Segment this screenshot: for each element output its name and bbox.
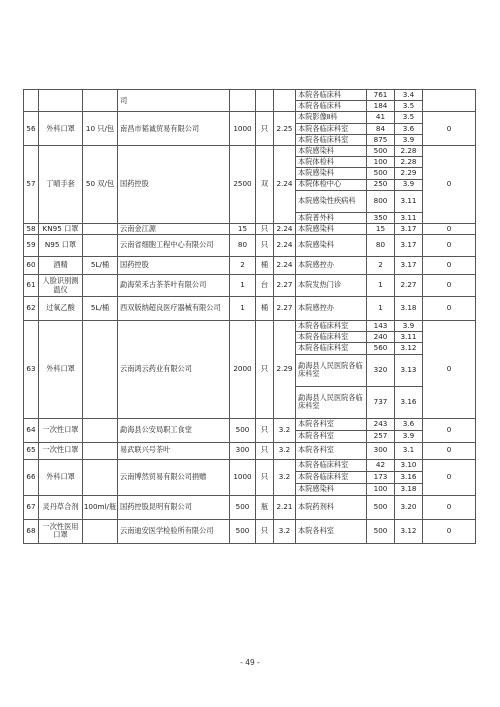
item-name: 灵丹草合剂 <box>39 495 83 519</box>
recipient-dept: 本院感染科 <box>296 235 367 257</box>
recipient-dept: 本院各临床科 <box>296 90 367 101</box>
item-name: 人脸识别测温仪 <box>39 275 83 297</box>
total-qty: 300 <box>230 442 256 459</box>
remaining: 0 <box>423 145 476 223</box>
item-name: N95 口罩 <box>39 235 83 257</box>
recipient-dept: 勐海县人民医院各临床科室 <box>296 386 367 418</box>
remaining: 0 <box>423 257 476 275</box>
dist-qty: 100 <box>367 483 395 495</box>
donor: 司 <box>118 90 230 112</box>
dist-date: 2.29 <box>395 168 423 179</box>
recipient-dept: 本院各临床科室 <box>296 459 367 471</box>
total-qty: 1000 <box>230 112 256 146</box>
item-name <box>39 90 83 112</box>
dist-date: 3.10 <box>395 459 423 471</box>
donor: 国药控股昆明有限公司 <box>118 495 230 519</box>
remaining: 0 <box>423 442 476 459</box>
dist-date: 3.18 <box>395 483 423 495</box>
total-qty <box>230 90 256 112</box>
item-spec: 50 双/包 <box>83 145 118 223</box>
unit: 只 <box>256 235 274 257</box>
row-number: 66 <box>24 459 39 495</box>
unit <box>256 90 274 112</box>
dist-qty: 300 <box>367 442 395 459</box>
remaining <box>423 90 476 112</box>
page-number: - 49 - <box>240 658 260 667</box>
dist-qty: 1 <box>367 275 395 297</box>
item-spec <box>83 223 118 234</box>
recipient-dept: 本院各科室 <box>296 442 367 459</box>
total-qty: 1 <box>230 297 256 321</box>
dist-date: 3.20 <box>395 495 423 519</box>
donor: 勐海荣禾古茶茶叶有限公司 <box>118 275 230 297</box>
date: 2.24 <box>274 145 296 223</box>
recipient-dept: 本院各科室 <box>296 430 367 442</box>
dist-date: 3.9 <box>395 321 423 332</box>
unit: 只 <box>256 321 274 419</box>
dist-date: 3.11 <box>395 332 423 343</box>
date: 3.2 <box>274 418 296 442</box>
dist-date: 3.13 <box>395 354 423 386</box>
date: 2.29 <box>274 321 296 419</box>
donor: 云南迪安医学检验所有限公司 <box>118 519 230 543</box>
item-name: 外科口罩 <box>39 321 83 419</box>
dist-qty: 320 <box>367 354 395 386</box>
donor: 国药控股 <box>118 257 230 275</box>
row-number: 59 <box>24 235 39 257</box>
remaining: 0 <box>423 495 476 519</box>
donor: 云南鸿云药业有限公司 <box>118 321 230 419</box>
dist-qty: 761 <box>367 90 395 101</box>
dist-date: 3.6 <box>395 123 423 134</box>
dist-qty: 143 <box>367 321 395 332</box>
dist-qty: 41 <box>367 112 395 123</box>
recipient-dept: 本院感控办 <box>296 297 367 321</box>
dist-date: 3.6 <box>395 418 423 430</box>
item-spec <box>83 275 118 297</box>
row-number: 67 <box>24 495 39 519</box>
dist-date: 3.16 <box>395 471 423 483</box>
date: 3.2 <box>274 519 296 543</box>
item-spec <box>83 321 118 419</box>
donor: 国药控股 <box>118 145 230 223</box>
dist-date: 3.12 <box>395 519 423 543</box>
dist-qty: 184 <box>367 101 395 112</box>
unit: 台 <box>256 275 274 297</box>
item-name: 一次性口罩 <box>39 418 83 442</box>
unit: 桶 <box>256 257 274 275</box>
remaining: 0 <box>423 223 476 234</box>
date: 2.27 <box>274 275 296 297</box>
row-number: 61 <box>24 275 39 297</box>
item-name: 过氧乙酸 <box>39 297 83 321</box>
recipient-dept: 本院各临床科室 <box>296 343 367 354</box>
unit: 只 <box>256 459 274 495</box>
unit: 只 <box>256 418 274 442</box>
date: 3.2 <box>274 442 296 459</box>
item-name: 丁晴手套 <box>39 145 83 223</box>
item-spec: 10 只/包 <box>83 112 118 146</box>
item-spec <box>83 442 118 459</box>
row-number: 57 <box>24 145 39 223</box>
donor: 南昌市韬诚贸易有限公司 <box>118 112 230 146</box>
unit: 只 <box>256 519 274 543</box>
recipient-dept: 本院各临床科室 <box>296 134 367 145</box>
date: 2.24 <box>274 257 296 275</box>
dist-date: 3.5 <box>395 112 423 123</box>
row-number: 64 <box>24 418 39 442</box>
row-number: 62 <box>24 297 39 321</box>
dist-qty: 257 <box>367 430 395 442</box>
row-number <box>24 90 39 112</box>
total-qty: 2500 <box>230 145 256 223</box>
dist-qty: 737 <box>367 386 395 418</box>
dist-date: 3.9 <box>395 430 423 442</box>
dist-qty: 2 <box>367 257 395 275</box>
dist-qty: 243 <box>367 418 395 430</box>
total-qty: 500 <box>230 418 256 442</box>
remaining: 0 <box>423 519 476 543</box>
dist-qty: 84 <box>367 123 395 134</box>
recipient-dept: 本院发热门诊 <box>296 275 367 297</box>
date: 2.21 <box>274 495 296 519</box>
date: 2.24 <box>274 223 296 234</box>
recipient-dept: 本院感染性疾病科 <box>296 190 367 212</box>
dist-qty: 100 <box>367 157 395 168</box>
dist-qty: 1 <box>367 297 395 321</box>
row-number: 65 <box>24 442 39 459</box>
dist-qty: 500 <box>367 168 395 179</box>
remaining: 0 <box>423 235 476 257</box>
unit: 桶 <box>256 297 274 321</box>
row-number: 68 <box>24 519 39 543</box>
dist-date: 3.9 <box>395 179 423 190</box>
recipient-dept: 本院普外科 <box>296 212 367 223</box>
dist-date: 3.16 <box>395 386 423 418</box>
date <box>274 90 296 112</box>
unit: 瓶 <box>256 495 274 519</box>
item-spec: 5L/桶 <box>83 297 118 321</box>
item-spec: 100ml/瓶 <box>83 495 118 519</box>
item-spec <box>83 519 118 543</box>
dist-date: 3.17 <box>395 257 423 275</box>
remaining: 0 <box>423 112 476 146</box>
dist-date: 3.17 <box>395 235 423 257</box>
dist-date: 2.28 <box>395 145 423 156</box>
date: 2.25 <box>274 112 296 146</box>
total-qty: 2 <box>230 257 256 275</box>
dist-qty: 173 <box>367 471 395 483</box>
recipient-dept: 本院体检中心 <box>296 179 367 190</box>
item-name: 酒精 <box>39 257 83 275</box>
item-name: KN95 口罩 <box>39 223 83 234</box>
total-qty: 15 <box>230 223 256 234</box>
recipient-dept: 勐海县人民医院各临床科室 <box>296 354 367 386</box>
donor: 云南金江源 <box>118 223 230 234</box>
dist-date: 3.12 <box>395 343 423 354</box>
dist-qty: 240 <box>367 332 395 343</box>
remaining: 0 <box>423 418 476 442</box>
total-qty: 500 <box>230 495 256 519</box>
unit: 只 <box>256 112 274 146</box>
dist-date: 3.5 <box>395 101 423 112</box>
dist-qty: 800 <box>367 190 395 212</box>
total-qty: 2000 <box>230 321 256 419</box>
item-name: 外科口罩 <box>39 112 83 146</box>
dist-date: 2.27 <box>395 275 423 297</box>
donor: 易武联兴号茶叶 <box>118 442 230 459</box>
dist-date: 3.4 <box>395 90 423 101</box>
donor: 云南博然贸易有限公司捐赠 <box>118 459 230 495</box>
total-qty: 1000 <box>230 459 256 495</box>
dist-qty: 500 <box>367 495 395 519</box>
row-number: 58 <box>24 223 39 234</box>
row-number: 60 <box>24 257 39 275</box>
date: 3.2 <box>274 459 296 495</box>
dist-date: 3.17 <box>395 223 423 234</box>
recipient-dept: 本院感染科 <box>296 168 367 179</box>
dist-qty: 500 <box>367 145 395 156</box>
remaining: 0 <box>423 275 476 297</box>
dist-date: 3.11 <box>395 212 423 223</box>
remaining: 0 <box>423 297 476 321</box>
date: 2.24 <box>274 235 296 257</box>
recipient-dept: 本院感染科 <box>296 145 367 156</box>
recipient-dept: 本院各科室 <box>296 418 367 430</box>
recipient-dept: 本院感染科 <box>296 223 367 234</box>
total-qty: 500 <box>230 519 256 543</box>
dist-date: 3.9 <box>395 134 423 145</box>
dist-qty: 250 <box>367 179 395 190</box>
recipient-dept: 本院感染科 <box>296 483 367 495</box>
dist-date: 2.28 <box>395 157 423 168</box>
donor: 云南省细胞工程中心有限公司 <box>118 235 230 257</box>
donor: 勐海县公安局职工食堂 <box>118 418 230 442</box>
item-spec <box>83 418 118 442</box>
recipient-dept: 本院各科室 <box>296 519 367 543</box>
dist-qty: 350 <box>367 212 395 223</box>
recipient-dept: 本院体检科 <box>296 157 367 168</box>
dist-date: 3.11 <box>395 190 423 212</box>
dist-qty: 500 <box>367 519 395 543</box>
row-number: 56 <box>24 112 39 146</box>
dist-qty: 560 <box>367 343 395 354</box>
row-number: 63 <box>24 321 39 419</box>
remaining: 0 <box>423 459 476 495</box>
recipient-dept: 本院各临床科 <box>296 101 367 112</box>
dist-qty: 42 <box>367 459 395 471</box>
recipient-dept: 本院影像Ⅱ科 <box>296 112 367 123</box>
item-spec <box>83 235 118 257</box>
item-spec <box>83 90 118 112</box>
donor: 西双版纳超良医疗器械有限公司 <box>118 297 230 321</box>
recipient-dept: 本院各临床科室 <box>296 471 367 483</box>
dist-date: 3.1 <box>395 442 423 459</box>
item-spec <box>83 459 118 495</box>
dist-qty: 80 <box>367 235 395 257</box>
recipient-dept: 本院各临床科室 <box>296 332 367 343</box>
recipient-dept: 本院药剂科 <box>296 495 367 519</box>
unit: 双 <box>256 145 274 223</box>
donation-table <box>23 89 476 544</box>
total-qty: 80 <box>230 235 256 257</box>
dist-qty: 15 <box>367 223 395 234</box>
recipient-dept: 本院感控办 <box>296 257 367 275</box>
unit: 只 <box>256 442 274 459</box>
dist-qty: 875 <box>367 134 395 145</box>
date: 2.27 <box>274 297 296 321</box>
item-name: 一次性口罩 <box>39 442 83 459</box>
total-qty: 1 <box>230 275 256 297</box>
item-name: 外科口罩 <box>39 459 83 495</box>
item-name: 一次性医用口罩 <box>39 519 83 543</box>
unit: 只 <box>256 223 274 234</box>
recipient-dept: 本院各临床科室 <box>296 123 367 134</box>
dist-date: 3.18 <box>395 297 423 321</box>
item-spec: 5L/桶 <box>83 257 118 275</box>
recipient-dept: 本院各临床科室 <box>296 321 367 332</box>
remaining: 0 <box>423 321 476 419</box>
